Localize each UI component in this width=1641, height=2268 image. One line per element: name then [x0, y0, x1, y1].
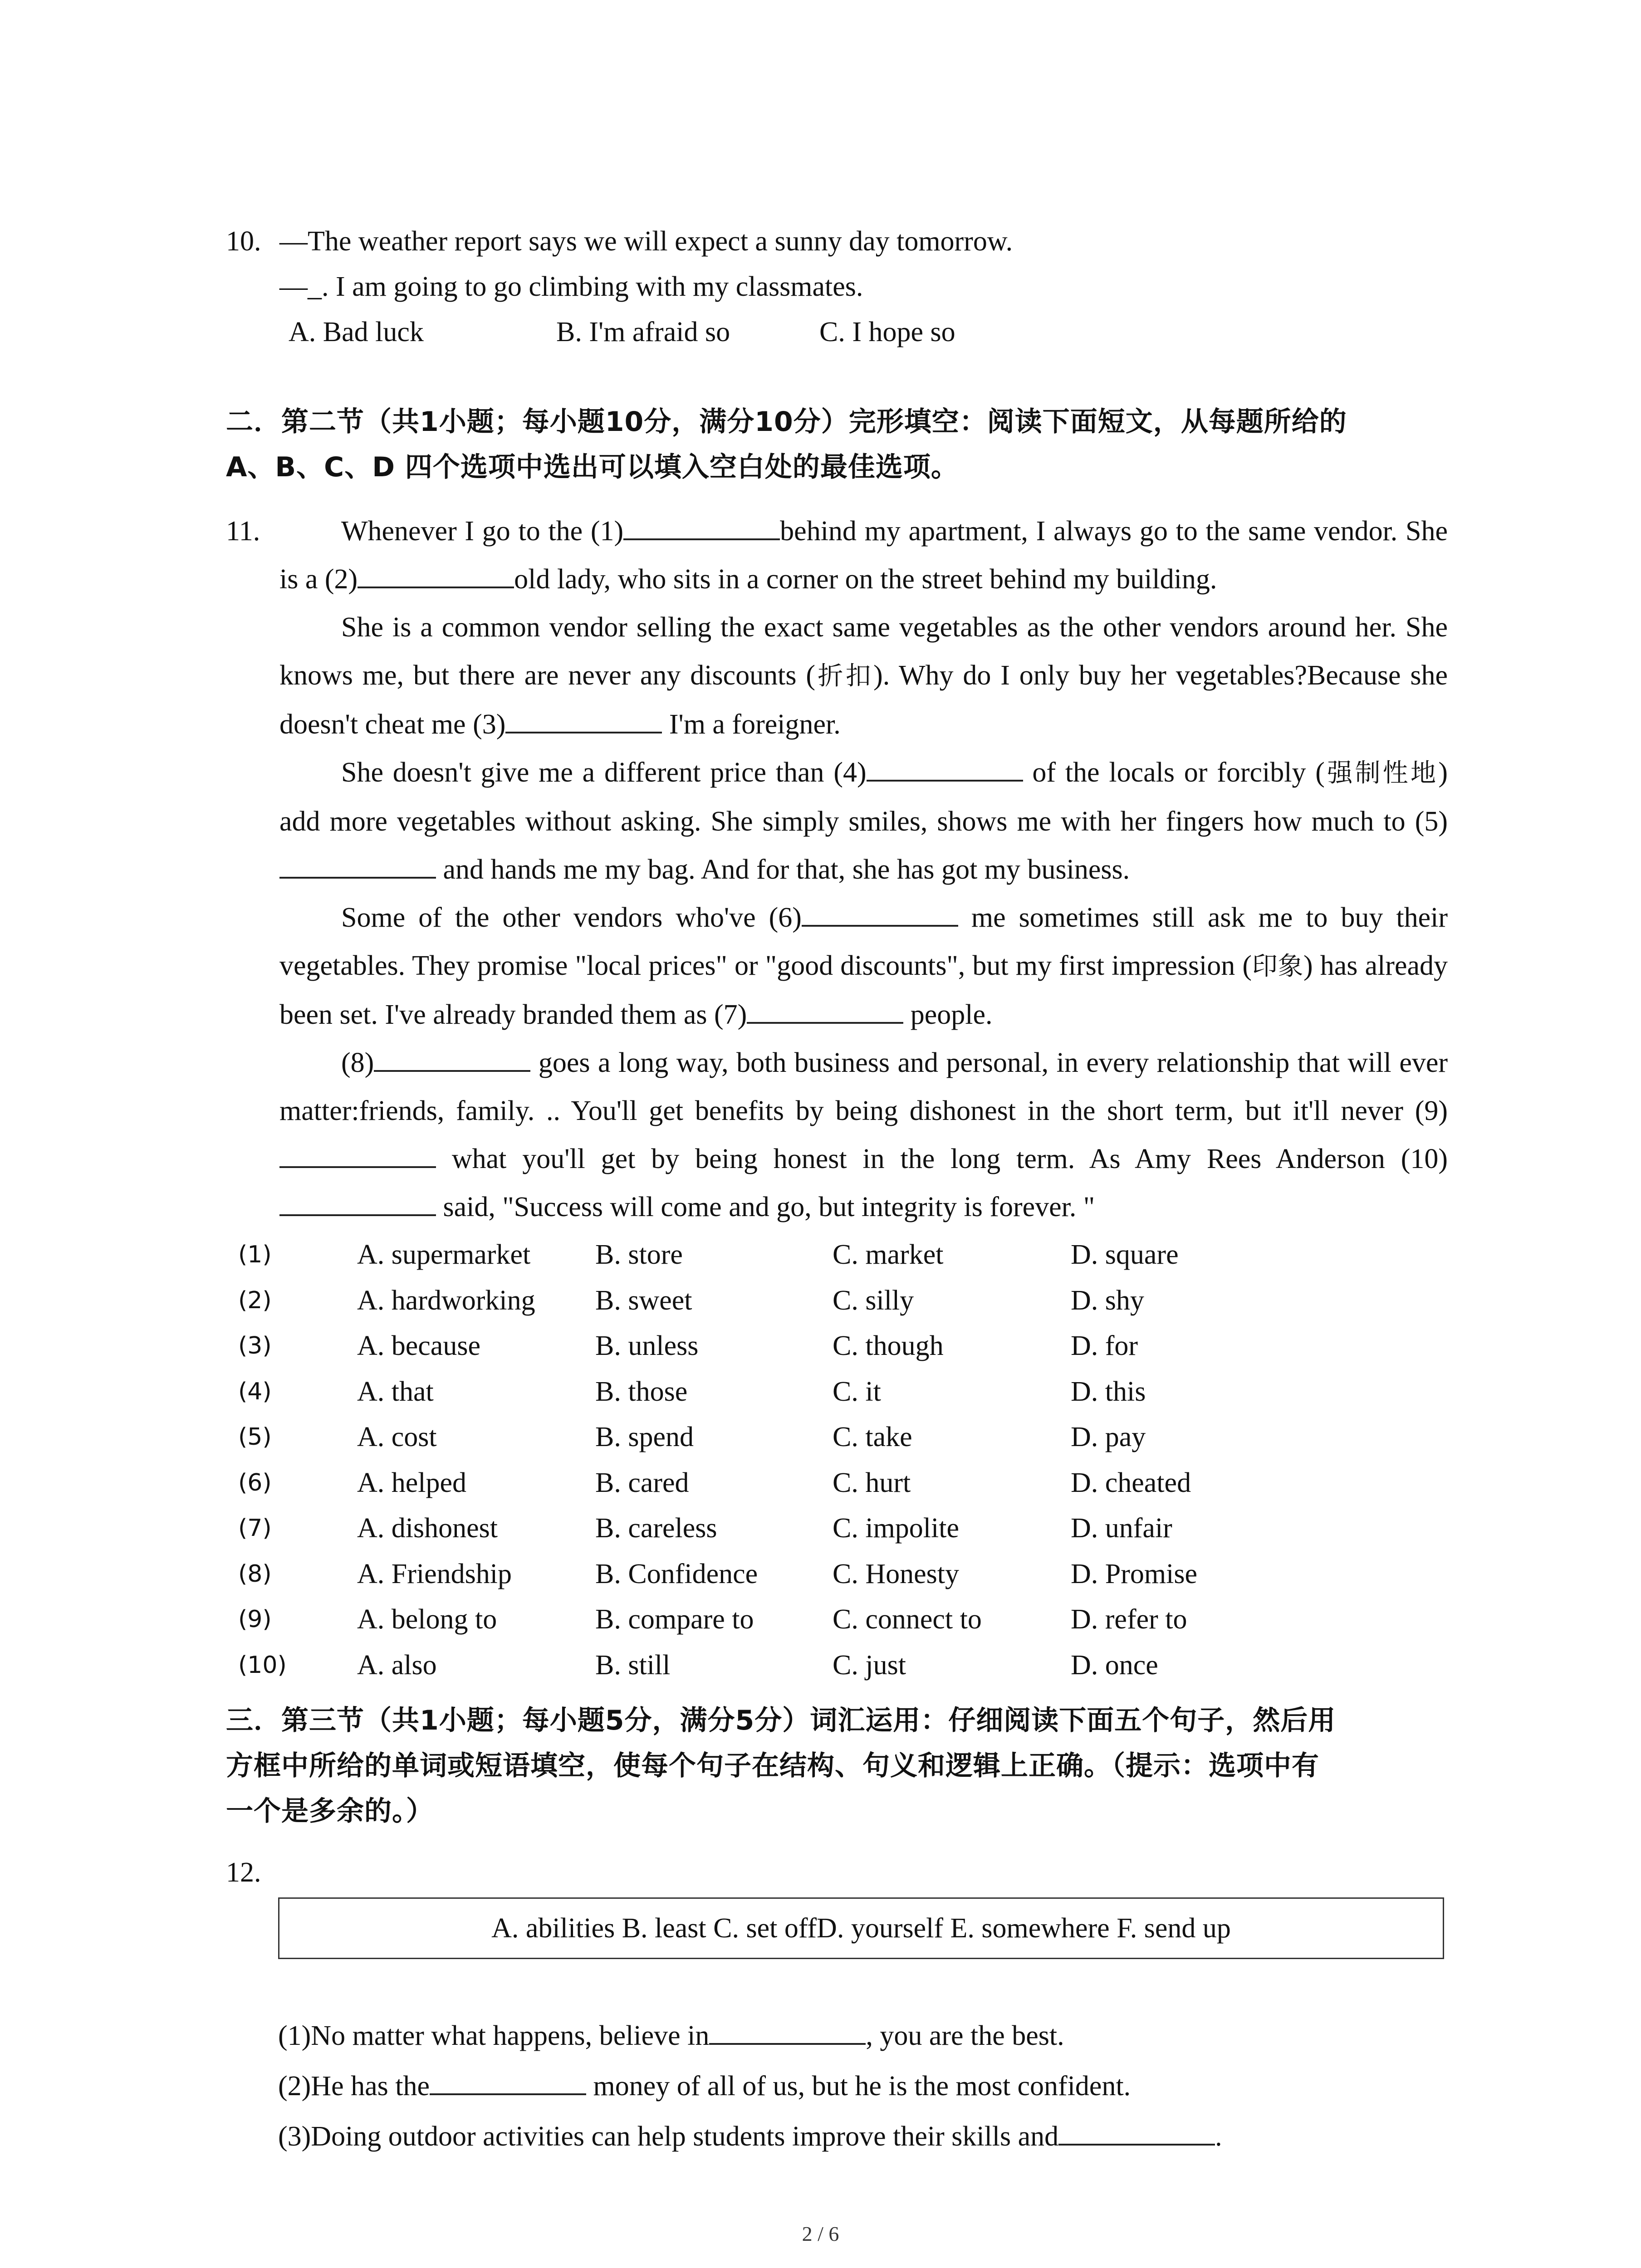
blank-2[interactable]	[358, 559, 514, 588]
text: said, "Success will come and go, but integrity is forever. "	[436, 1192, 1095, 1222]
dialogue-line-2: —_. I am going to go climbing with my classmates.	[279, 271, 863, 302]
option-b: B. cared	[595, 1467, 689, 1498]
option-row	[238, 1323, 1418, 1369]
text: old lady, who sits in a corner on the street behind my building.	[514, 564, 1217, 595]
option-d: D. cheated	[1071, 1467, 1191, 1498]
row-number: (1)	[238, 1241, 272, 1268]
word-bank-box: A. abilities B. least C. set offD. yourself E. somewhere F. send up	[278, 1897, 1444, 1959]
option-d: D. unfair	[1071, 1513, 1172, 1544]
row-number: (4)	[238, 1378, 272, 1405]
option-c: C. it	[833, 1376, 881, 1407]
text: me sometimes still ask me to buy their vegetables. They promise "local prices" or "good discounts", but my first impression (	[279, 902, 1448, 981]
question-number: 11.	[226, 516, 260, 547]
text: (3)Doing outdoor activities can help students improve their skills and	[278, 2121, 1059, 2152]
text: ). Why do I only buy her vegetables?Because she doesn't cheat me (3)	[279, 660, 1448, 740]
row-number: (9)	[238, 1606, 272, 1633]
option-row	[238, 1232, 1418, 1278]
option-b: B. unless	[595, 1330, 699, 1361]
option-a: A. Friendship	[357, 1558, 512, 1589]
row-number: (8)	[238, 1560, 272, 1588]
option-row	[238, 1505, 1418, 1551]
section-title-line: 三．第三节（共1小题；每小题5分，满分5分）词汇运用：仔细阅读下面五个句子，然后用	[226, 1705, 1336, 1736]
paragraph-1	[279, 507, 1448, 603]
option-b: B. sweet	[595, 1285, 692, 1316]
question-12-number: 12.	[226, 1857, 261, 1888]
sentence-3	[278, 2112, 1458, 2162]
section-title-line: 一个是多余的。）	[226, 1795, 434, 1827]
passage-text	[279, 507, 1448, 1231]
option-d: D. for	[1071, 1330, 1138, 1361]
blank-6[interactable]	[802, 898, 958, 927]
section-title-line: A、B、C、D 四个选项中选出可以填入空白处的最佳选项。	[226, 451, 959, 483]
text: of the locals or forcibly (	[1023, 757, 1325, 788]
option-b: B. still	[595, 1649, 671, 1681]
paragraph-5	[279, 1039, 1448, 1231]
question-12-sentences	[278, 2011, 1458, 2162]
blank-1[interactable]	[623, 511, 780, 540]
option-d: D. square	[1071, 1239, 1179, 1270]
section-title-line: 二．第二节（共1小题；每小题10分，满分10分）完形填空：阅读下面短文，从每题所给的	[226, 406, 1347, 438]
option-b: B. careless	[595, 1513, 717, 1544]
section-2-title	[226, 399, 1451, 490]
text: people.	[903, 999, 993, 1030]
option-c: C. market	[833, 1239, 944, 1270]
option-b: B. compare to	[595, 1604, 754, 1635]
option-c: C. I hope so	[819, 317, 955, 347]
option-a: A. dishonest	[357, 1513, 498, 1544]
option-c: C. though	[833, 1330, 944, 1361]
option-d: D. once	[1071, 1649, 1158, 1681]
chinese-gloss: 折扣	[815, 661, 874, 691]
text: (8)	[341, 1047, 374, 1078]
option-a: A. belong to	[357, 1604, 497, 1635]
option-a: A. supermarket	[357, 1239, 531, 1270]
text: ) has already been set. I've already branded them as (7)	[279, 950, 1448, 1030]
option-b: B. spend	[595, 1422, 694, 1452]
option-a: A. cost	[357, 1422, 437, 1452]
row-number: (10)	[238, 1651, 287, 1679]
sentence-1	[278, 2011, 1458, 2061]
text: what you'll get by being honest in the long term. As Amy Rees Anderson (10)	[436, 1144, 1448, 1174]
option-row	[238, 1597, 1418, 1642]
dialogue-line-1: —The weather report says we will expect a sunny day tomorrow.	[279, 226, 1013, 257]
option-b: B. store	[595, 1239, 683, 1270]
option-c: C. hurt	[833, 1467, 911, 1498]
option-d: D. pay	[1071, 1422, 1146, 1452]
chinese-gloss: 强制性地	[1324, 758, 1439, 788]
text: Some of the other vendors who've (6)	[341, 902, 802, 933]
blank-4[interactable]	[867, 753, 1023, 782]
option-a: A. helped	[357, 1467, 467, 1498]
option-d: D. shy	[1071, 1285, 1144, 1316]
page-number: 2 / 6	[802, 2222, 839, 2245]
option-b: B. Confidence	[595, 1558, 758, 1589]
text: money of all of us, but he is the most confident.	[586, 2071, 1131, 2102]
option-c: C. Honesty	[833, 1558, 959, 1589]
blank[interactable]	[1058, 2116, 1215, 2146]
blank[interactable]	[709, 2016, 866, 2045]
blank-9[interactable]	[279, 1139, 436, 1168]
text: and hands me my bag. And for that, she has got my business.	[436, 854, 1130, 885]
blank-10[interactable]	[279, 1187, 436, 1216]
option-row	[238, 1460, 1418, 1506]
option-row	[238, 1642, 1418, 1688]
paragraph-2	[279, 603, 1448, 748]
option-row	[238, 1369, 1418, 1415]
blank-8[interactable]	[374, 1043, 530, 1072]
option-c: C. connect to	[833, 1604, 982, 1635]
text: (1)No matter what happens, believe in	[278, 2020, 710, 2051]
text: I'm a foreigner.	[662, 709, 841, 740]
text: (2)He has the	[278, 2071, 430, 2102]
cloze-options-table	[238, 1232, 1418, 1688]
option-a: A. hardworking	[357, 1285, 535, 1316]
text: .	[1215, 2121, 1222, 2152]
row-number: (2)	[238, 1286, 272, 1314]
option-c: C. silly	[833, 1285, 914, 1316]
row-number: (5)	[238, 1423, 272, 1451]
blank-7[interactable]	[747, 995, 903, 1024]
paragraph-4	[279, 894, 1448, 1039]
option-d: D. Promise	[1071, 1558, 1197, 1589]
option-a: A. that	[357, 1376, 434, 1407]
chinese-gloss: 印象	[1252, 952, 1303, 981]
option-row	[238, 1414, 1418, 1460]
text: Whenever I go to the (1)	[341, 516, 624, 547]
option-row	[238, 1551, 1418, 1597]
option-b: B. those	[595, 1376, 688, 1407]
blank-3[interactable]	[505, 704, 662, 733]
option-row	[238, 1278, 1418, 1324]
text: ) add more vegetables without asking. She simply smiles, shows me with her fingers how much to (5)	[279, 757, 1448, 837]
question-number: 10.	[226, 226, 261, 257]
row-number: (3)	[238, 1332, 272, 1359]
option-d: D. refer to	[1071, 1604, 1187, 1635]
row-number: (7)	[238, 1515, 272, 1542]
option-c: C. take	[833, 1422, 912, 1452]
row-number: (6)	[238, 1469, 272, 1496]
section-title-line: 方框中所给的单词或短语填空，使每个句子在结构、句义和逻辑上正确。（提示：选项中有	[226, 1750, 1319, 1782]
option-a: A. because	[357, 1330, 480, 1361]
text: goes a long way, both business and personal, in every relationship that will ever matter:friends, family. .. You'll get benefits by being dishonest in the short term, but it'll never (9)	[279, 1047, 1448, 1126]
text: , you are the best.	[866, 2020, 1064, 2051]
blank[interactable]	[430, 2066, 586, 2095]
option-a: A. also	[357, 1649, 437, 1681]
text: She doesn't give me a different price than (4)	[341, 757, 867, 788]
option-c: C. just	[833, 1649, 906, 1681]
option-a: A. Bad luck	[289, 317, 424, 347]
section-3-title	[226, 1698, 1451, 1834]
text: She is a common vendor selling the exact same vegetables as the other vendors around her. She knows me, but there are never any discounts (	[279, 612, 1448, 691]
option-d: D. this	[1071, 1376, 1146, 1407]
blank-5[interactable]	[279, 850, 436, 879]
option-c: C. impolite	[833, 1513, 959, 1544]
text: behind my apartment, I always go to the same vendor. She is a (2)	[279, 516, 1448, 595]
paragraph-3	[279, 748, 1448, 894]
option-b: B. I'm afraid so	[556, 317, 730, 347]
sentence-2	[278, 2061, 1458, 2112]
